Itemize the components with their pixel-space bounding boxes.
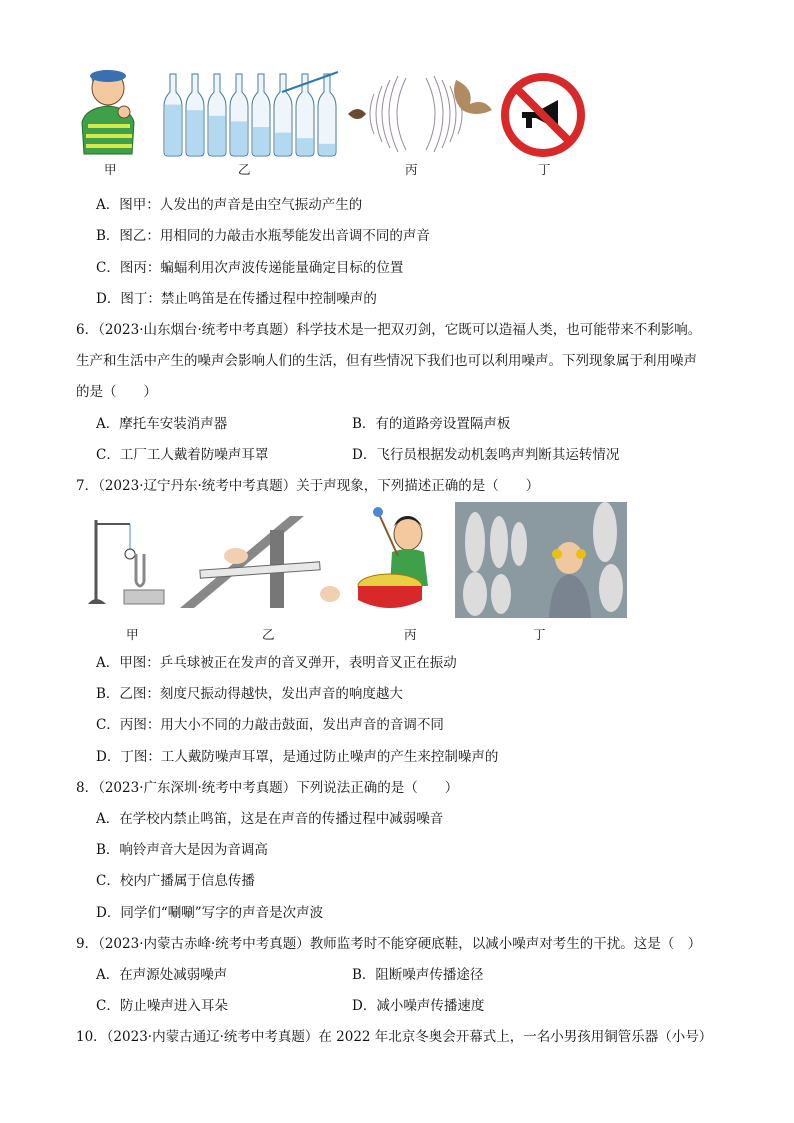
q6-option-a: A．摩托车安装消声器 (96, 416, 228, 432)
q8-option-a: A．在学校内禁止鸣笛，这是在声音的传播过程中减弱噪音 (96, 811, 444, 827)
q7-option-c: C．丙图：用大小不同的力敲击鼓面，发出声音的音调不同 (96, 717, 444, 733)
q5-option-b: B．图乙：用相同的力敲击水瓶琴能发出音调不同的声音 (96, 228, 430, 244)
fig2-caption-bing: 丙 (404, 627, 417, 642)
fig1-caption-yi: 乙 (238, 162, 251, 177)
q7-option-b: B．乙图：刻度尺振动得越快，发出声音的响度越大 (96, 686, 403, 702)
q5-option-d: D．图丁：禁止鸣笛是在传播过程中控制噪声的 (96, 291, 377, 307)
q9-option-d: D．减小噪声传播速度 (352, 998, 485, 1014)
q6-option-c: C．工厂工人戴着防噪声耳罩 (96, 447, 269, 463)
fig1-caption-bing: 丙 (405, 162, 418, 177)
q8-option-d: D．同学们“唰唰”写字的声音是次声波 (96, 905, 324, 921)
q7-option-a: A．甲图：乒乓球被正在发声的音叉弹开，表明音叉正在振动 (96, 655, 457, 671)
water-bottle-xylophone-figure (162, 70, 342, 158)
boy-drumming-figure (354, 506, 446, 614)
tuning-fork-ball-figure (84, 510, 170, 610)
q6-stem-line-3: 的是（ ） (76, 384, 157, 400)
fig2-caption-jia: 甲 (126, 627, 139, 642)
bottle-water (319, 144, 335, 155)
q9-option-a: A．在声源处减弱噪声 (96, 967, 228, 983)
q7-option-d: D．丁图：工人戴防噪声耳罩，是通过防止噪声的产生来控制噪声的 (96, 749, 499, 765)
q5-option-c: C．图丙：蝙蝠利用次声波传递能量确定目标的位置 (96, 260, 404, 276)
q10-stem: 10．（2023·内蒙古通辽·统考中考真题）在 2022 年北京冬奥会开幕式上，一名小男孩用铜管乐器（小号） (76, 1029, 713, 1045)
q6-stem-line-2: 生产和生活中产生的噪声会影响人们的生活，但有些情况下我们也可以利用噪声。下列现象属于利用噪声 (76, 353, 697, 369)
fig2-caption-yi: 乙 (262, 627, 275, 642)
boy-humming-figure (74, 68, 144, 154)
q9-stem: 9．（2023·内蒙古赤峰·统考中考真题）教师监考时不能穿硬底鞋，以减小噪声对考生的干扰。这是（ ） (76, 936, 702, 952)
bottle (318, 74, 336, 156)
fig1-caption-jia: 甲 (104, 162, 117, 177)
factory-worker-photo (455, 502, 627, 618)
q8-option-c: C．校内广播属于信息传播 (96, 873, 255, 889)
bottle-water (165, 105, 181, 155)
q9-option-b: B．阻断噪声传播途径 (352, 967, 484, 983)
fig2-caption-ding: 丁 (533, 627, 546, 642)
q6-option-d: D．飞行员根据发动机轰鸣声判断其运转情况 (352, 447, 620, 463)
q7-stem: 7．（2023·辽宁丹东·统考中考真题）关于声现象，下列描述正确的是（ ） (76, 478, 540, 494)
bottle-water (275, 133, 291, 155)
bottle-water (209, 116, 225, 155)
bat-echolocation-figure (344, 74, 494, 154)
q6-option-b: B．有的道路旁设置隔声板 (352, 416, 511, 432)
q8-stem: 8．（2023·广东深圳·统考中考真题）下列说法正确的是（ ） (76, 780, 459, 796)
q6-stem-line-1: 6．（2023·山东烟台·统考中考真题）科学技术是一把双刃剑，它既可以造福人类，也可能带来不利影响。 (76, 322, 702, 338)
fig1-caption-ding: 丁 (538, 162, 551, 177)
bottle-water (297, 138, 313, 155)
q5-option-a: A．图甲：人发出的声音是由空气振动产生的 (96, 197, 363, 213)
q8-option-b: B．响铃声音大是因为音调高 (96, 842, 268, 858)
bottle-water (187, 110, 203, 155)
bottle-water (253, 127, 269, 155)
vibrating-ruler-figure (180, 516, 350, 608)
q9-option-c: C．防止噪声进入耳朵 (96, 998, 228, 1014)
bottle-water (231, 121, 247, 155)
no-honking-sign-figure (500, 72, 586, 158)
